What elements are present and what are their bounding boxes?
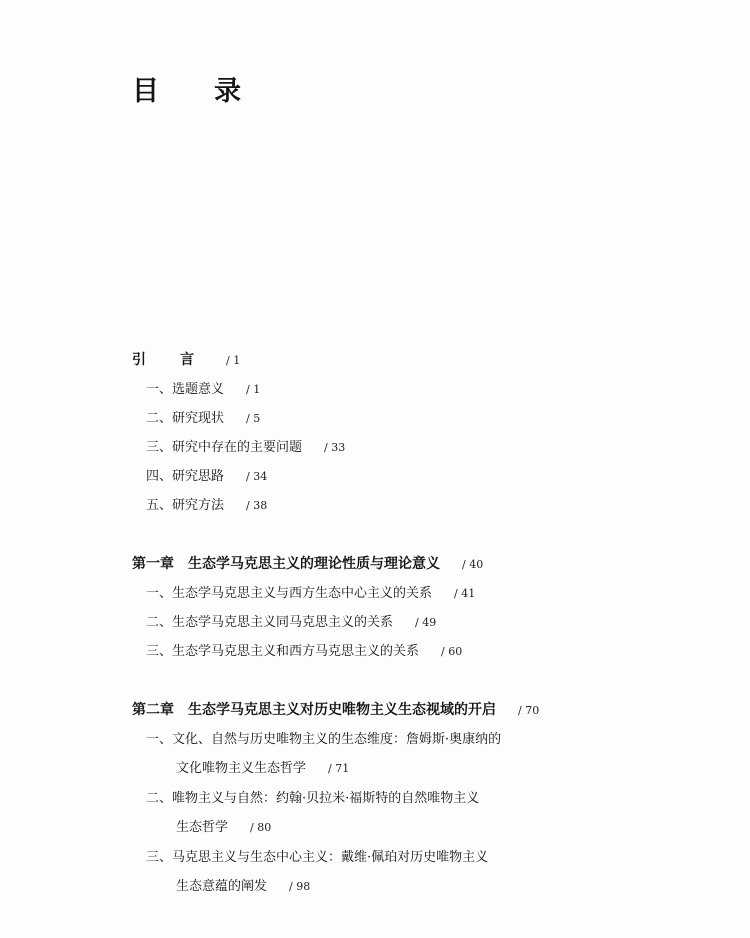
toc-entry-chapter-2[interactable]	[132, 700, 539, 721]
toc-subentry[interactable]	[146, 613, 436, 633]
toc-page-number: / 33	[324, 441, 346, 454]
toc-page-number: / 80	[250, 821, 272, 834]
toc-page-number: / 1	[246, 383, 261, 396]
toc-entry-title: 生态意蕴的阐发	[176, 879, 268, 894]
toc-page-number: / 98	[289, 880, 311, 893]
toc-entry-title: 二、唯物主义与自然：约翰·贝拉米·福斯特的自然唯物主义	[146, 791, 480, 806]
toc-subentry[interactable]	[146, 642, 462, 662]
toc-entry-chapter-1[interactable]	[132, 554, 483, 575]
toc-subentry-continuation[interactable]	[176, 818, 271, 838]
toc-subentry-continuation[interactable]	[176, 877, 310, 897]
toc-subentry[interactable]	[146, 789, 479, 809]
toc-page-number: / 70	[518, 704, 540, 717]
toc-subentry[interactable]	[146, 409, 260, 429]
toc-subentry[interactable]	[146, 438, 345, 458]
toc-subentry-continuation[interactable]	[176, 759, 349, 779]
toc-entry-title: 四、研究思路	[146, 469, 225, 484]
toc-entry-title: 第一章 生态学马克思主义的理论性质与理论意义	[132, 556, 440, 572]
toc-entry-title: 一、选题意义	[146, 382, 225, 397]
toc-page-number: / 71	[328, 762, 350, 775]
toc-page-number: / 40	[462, 558, 484, 571]
toc-subentry[interactable]	[146, 584, 475, 604]
toc-entry-title: 三、研究中存在的主要问题	[146, 440, 303, 455]
toc-page-number: / 1	[226, 354, 241, 367]
toc-subentry[interactable]	[146, 380, 260, 400]
toc-page-number: / 60	[441, 645, 463, 658]
toc-entry-title: 引 言	[132, 352, 204, 368]
toc-entry-title: 五、研究方法	[146, 498, 225, 513]
toc-entry-title: 第二章 生态学马克思主义对历史唯物主义生态视域的开启	[132, 702, 496, 718]
toc-entry-title: 一、生态学马克思主义与西方生态中心主义的关系	[146, 586, 433, 601]
toc-page-number: / 34	[246, 470, 268, 483]
toc-page-number: / 38	[246, 499, 268, 512]
toc-subentry[interactable]	[146, 496, 267, 516]
toc-subentry[interactable]	[146, 848, 488, 868]
page-title: 目 录	[132, 76, 255, 107]
toc-subentry[interactable]	[146, 730, 501, 750]
toc-entry-title: 一、文化、自然与历史唯物主义的生态维度：詹姆斯·奥康纳的	[146, 732, 502, 747]
toc-entry-title: 三、生态学马克思主义和西方马克思主义的关系	[146, 644, 420, 659]
toc-subentry[interactable]	[146, 467, 267, 487]
toc-page-number: / 41	[454, 587, 476, 600]
toc-entry-title: 二、研究现状	[146, 411, 225, 426]
toc-entry-title: 二、生态学马克思主义同马克思主义的关系	[146, 615, 394, 630]
toc-entry-title: 文化唯物主义生态哲学	[176, 761, 307, 776]
toc-entry-intro[interactable]	[132, 350, 240, 371]
toc-entry-title: 生态哲学	[176, 820, 229, 835]
toc-entry-title: 三、马克思主义与生态中心主义：戴维·佩珀对历史唯物主义	[146, 850, 489, 865]
toc-page-number: / 49	[415, 616, 437, 629]
toc-page-number: / 5	[246, 412, 261, 425]
